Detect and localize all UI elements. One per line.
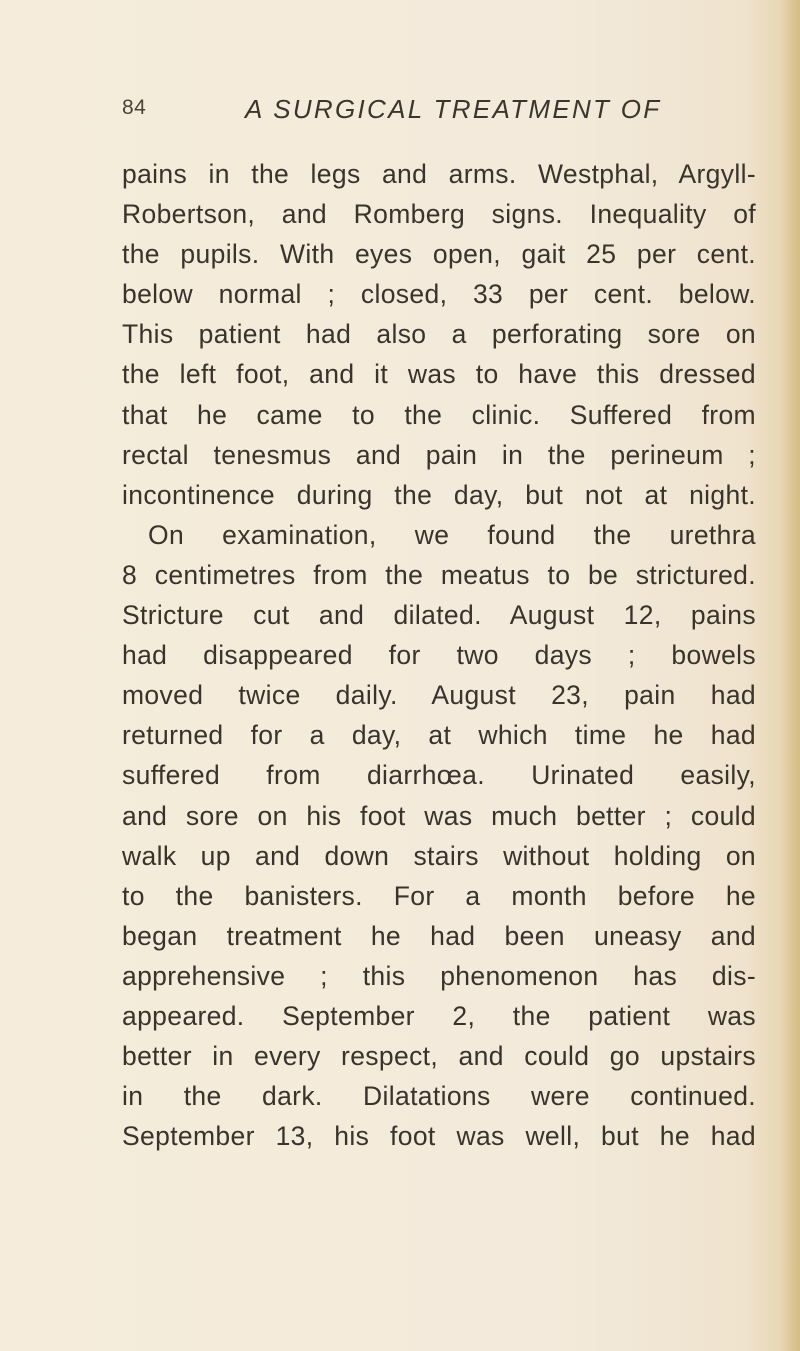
text-line: walk up and down stairs without holding on — [122, 840, 756, 871]
text-line: returned for a day, at which time he had — [122, 720, 756, 751]
text-line: the pupils. With eyes open, gait 25 per cent. — [122, 239, 756, 270]
text-line: to the banisters. For a month before he — [122, 880, 756, 911]
text-line: Stricture cut and dilated. August 12, pains — [122, 600, 756, 631]
running-head — [0, 94, 800, 134]
text-line: the left foot, and it was to have this dressed — [122, 359, 756, 390]
text-line: apprehensive ; this phenomenon has dis- — [122, 960, 756, 991]
body-text — [122, 154, 756, 1156]
text-line: below normal ; closed, 33 per cent. below. — [122, 279, 756, 310]
text-line: appeared. September 2, the patient was — [122, 1000, 756, 1031]
page-number: 84 — [122, 96, 147, 119]
text-line: This patient had also a perforating sore on — [122, 319, 756, 350]
text-line: had disappeared for two days ; bowels — [122, 640, 756, 671]
text-line: and sore on his foot was much better ; could — [122, 800, 756, 831]
text-line: On examination, we found the urethra — [148, 519, 756, 550]
text-line: incontinence during the day, but not at night. — [122, 479, 756, 510]
text-line: 8 centimetres from the meatus to be strictured. — [122, 559, 756, 590]
text-line: that he came to the clinic. Suffered from — [122, 399, 756, 430]
text-line: better in every respect, and could go upstairs — [122, 1041, 756, 1072]
text-line: September 13, his foot was well, but he had — [122, 1121, 756, 1152]
text-line: moved twice daily. August 23, pain had — [122, 680, 756, 711]
text-line: pains in the legs and arms. Westphal, Argyll- — [122, 159, 756, 189]
text-line: began treatment he had been uneasy and — [122, 920, 756, 951]
text-line: Robertson, and Romberg signs. Inequality of — [122, 199, 756, 230]
text-line: rectal tenesmus and pain in the perineum ; — [122, 439, 756, 470]
text-line: in the dark. Dilatations were continued. — [122, 1081, 756, 1112]
text-line: suffered from diarrhœa. Urinated easily, — [122, 760, 756, 791]
running-title: A SURGICAL TREATMENT OF — [245, 94, 662, 124]
